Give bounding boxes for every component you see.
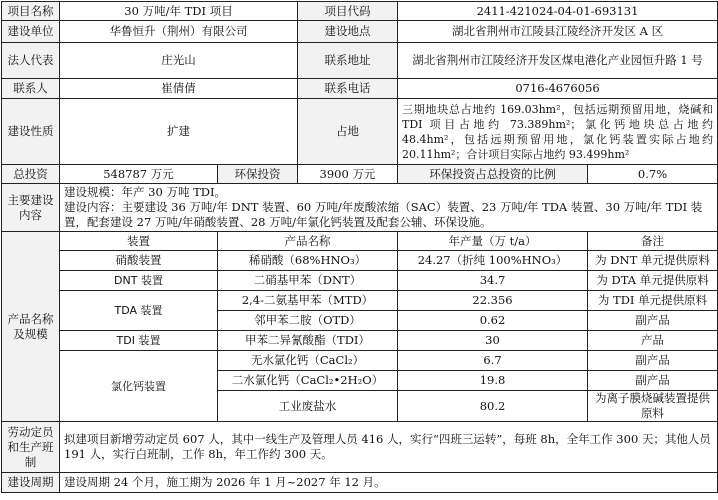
contact-person: 崔倩倩: [60, 79, 298, 99]
label-project-code: 项目代码: [298, 2, 398, 21]
label-env-invest: 环保投资: [218, 165, 298, 184]
product-name-cell: 二硝基甲苯（DNT）: [218, 271, 398, 291]
label-site: 建设地点: [298, 21, 398, 43]
legal-rep: 庄光山: [60, 43, 298, 79]
construction-unit: 华鲁恒升（荆州）有限公司: [60, 21, 298, 43]
label-nature: 建设性质: [2, 99, 60, 165]
note-cell: 为离子膜烧碱装置提供原料: [588, 391, 718, 422]
label-staffing: 劳动定员和生产班制: [2, 422, 60, 473]
total-investment: 548787 万元: [60, 165, 218, 184]
output-cell: 22.356: [398, 291, 588, 311]
label-addr: 联系地址: [298, 43, 398, 79]
table-row: [2, 351, 718, 371]
header-output: 年产量（万 t/a）: [398, 232, 588, 251]
staffing-text: 拟建项目新增劳动定员 607 人，其中一线生产及管理人员 416 人，实行“四班三运转”，每班 8h，全年工作 300 天；其他人员 191 人，实行白班制，工作 8h，年工作约 300 天。: [60, 422, 718, 473]
product-name-cell: 2,4-二氨基甲苯（MTD）: [218, 291, 398, 311]
product-name-cell: 工业废盐水: [218, 391, 398, 422]
construction-detail: 建设内容：主要建设 36 万吨/年 DNT 装置、60 万吨/年废酸浓缩（SAC）装置、23 万吨/年 TDA 装置、30 万吨/年 TDI 装置，配套建设 27 万吨/年硝酸装置、28 万吨/年氯化钙装置及配套公辅、环保设施。: [64, 200, 703, 229]
label-invest: 总投资: [2, 165, 60, 184]
device-cell: TDA 装置: [60, 291, 218, 331]
table-row: [2, 271, 718, 291]
project-code: 2411-421024-04-01-693131: [398, 2, 718, 21]
header-note: 备注: [588, 232, 718, 251]
note-cell: 副产品: [588, 351, 718, 371]
construction-period: 建设周期 24 个月，施工期为 2026 年 1 月~2027 年 12 月。: [60, 473, 718, 493]
header-device: 装置: [60, 232, 218, 251]
output-cell: 0.62: [398, 311, 588, 331]
device-cell: DNT 装置: [60, 271, 218, 291]
env-ratio: 0.7%: [588, 165, 718, 184]
output-cell: 6.7: [398, 351, 588, 371]
row-investment: [2, 165, 718, 184]
row-nature: [2, 99, 718, 165]
project-name: 30 万吨/年 TDI 项目: [60, 2, 298, 21]
label-phone: 联系电话: [298, 79, 398, 99]
row-project-name: [2, 2, 718, 21]
product-name-cell: 无水氯化钙（CaCl₂）: [218, 351, 398, 371]
row-content: [2, 184, 718, 232]
label-project-name: 项目名称: [2, 2, 60, 21]
construction-scale: 建设规模：年产 30 万吨 TDI。: [64, 185, 227, 199]
note-cell: 副产品: [588, 371, 718, 391]
product-name-cell: 稀硝酸（68%HNO₃）: [218, 251, 398, 271]
land-area: 三期地块总占地约 169.03hm²，包括远期预留用地，烧碱和 TDI 项目占地约 73.389hm²；氯化钙地块总占地约 48.4hm²，包括远期预留用地，氯化钙装置实际占地约 20.11hm²；合计项目实际占地约 93.499hm²: [398, 99, 718, 165]
label-rep: 法人代表: [2, 43, 60, 79]
device-cell: TDI 装置: [60, 331, 218, 351]
label-unit: 建设单位: [2, 21, 60, 43]
table-row: [2, 331, 718, 351]
product-name-cell: 邻甲苯二胺（OTD）: [218, 311, 398, 331]
row-rep: [2, 43, 718, 79]
table-row: [2, 251, 718, 271]
device-cell: 硝酸装置: [60, 251, 218, 271]
note-cell: 为 DNT 单元提供原料: [588, 251, 718, 271]
note-cell: 为 TDI 单元提供原料: [588, 291, 718, 311]
row-products-header: [2, 232, 718, 251]
project-info-table: [1, 1, 718, 493]
row-staffing: [2, 422, 718, 473]
device-cell: 氯化钙装置: [60, 351, 218, 422]
label-products: 产品名称及规模: [2, 232, 60, 422]
row-period: [2, 473, 718, 493]
output-cell: 30: [398, 331, 588, 351]
header-product-name: 产品名称: [218, 232, 398, 251]
construction-content: [60, 184, 718, 232]
note-cell: 副产品: [588, 311, 718, 331]
label-area: 占地: [298, 99, 398, 165]
env-investment: 3900 万元: [298, 165, 398, 184]
label-period: 建设周期: [2, 473, 60, 493]
output-cell: 80.2: [398, 391, 588, 422]
product-name-cell: 二水氯化钙（CaCl₂•2H₂O）: [218, 371, 398, 391]
label-contact: 联系人: [2, 79, 60, 99]
note-cell: 产品: [588, 331, 718, 351]
product-name-cell: 甲苯二异氰酸酯（TDI）: [218, 331, 398, 351]
contact-address: 湖北省荆州市江陵经济开发区煤电港化产业园恒升路 1 号: [398, 43, 718, 79]
output-cell: 19.8: [398, 371, 588, 391]
row-contact: [2, 79, 718, 99]
row-unit: [2, 21, 718, 43]
output-cell: 24.27（折纯 100%HNO₃）: [398, 251, 588, 271]
label-env-ratio: 环保投资占总投资的比例: [398, 165, 588, 184]
label-content: 主要建设内容: [2, 184, 60, 232]
note-cell: 为 DTA 单元提供原料: [588, 271, 718, 291]
construction-nature: 扩建: [60, 99, 298, 165]
construction-site: 湖北省荆州市江陵县江陵经济开发区 A 区: [398, 21, 718, 43]
contact-phone: 0716-4676056: [398, 79, 718, 99]
table-row: [2, 291, 718, 311]
output-cell: 34.7: [398, 271, 588, 291]
